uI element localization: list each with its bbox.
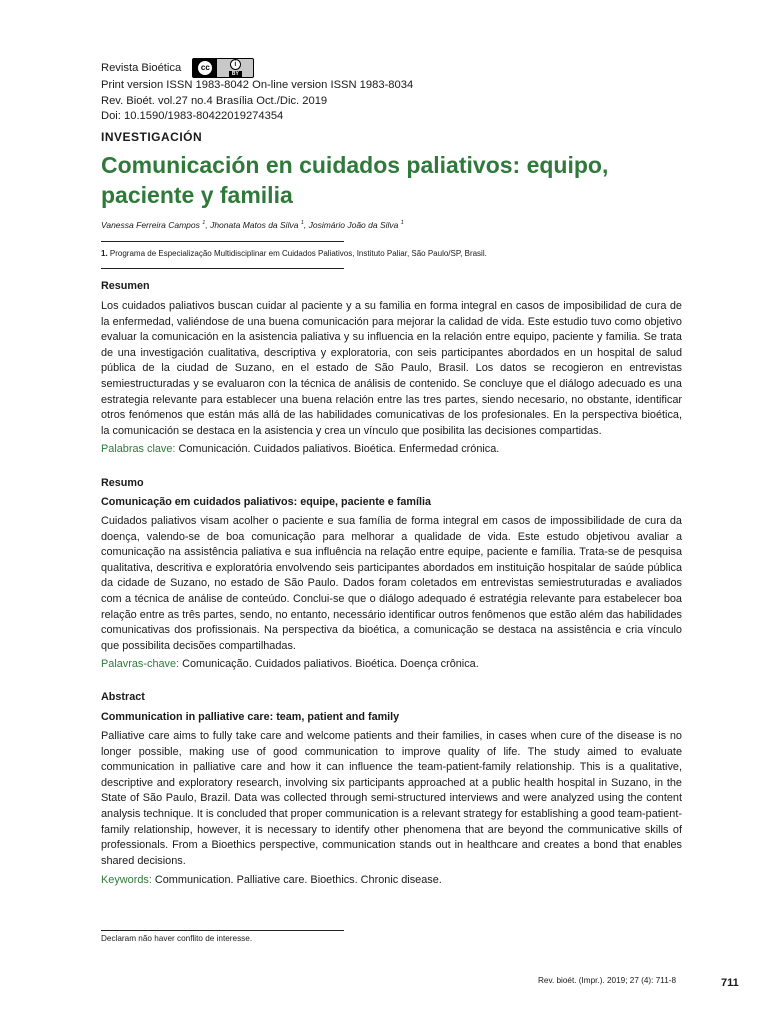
resumen-heading: Resumen [101,280,150,292]
divider [101,241,344,242]
author-affiliation-mark: 1 [202,220,206,227]
journal-header [101,58,521,125]
person-icon: i [230,59,241,70]
keywords-label: Palavras-chave: [101,658,180,670]
author-affiliation-mark: 1 [300,220,304,227]
authors-line: Vanessa Ferreira Campos $^1$, Jhonata Matos da Silva $^1$, Josimário João da Silva $^1$ [101,220,404,230]
cc-by-label: BY [229,71,242,77]
section-label: INVESTIGACIÓN [101,130,203,144]
cc-glyph: cc [198,61,212,75]
divider [101,930,344,931]
resumo-subtitle: Comunicação em cuidados paliativos: equipe, paciente e família [101,496,432,508]
keywords-label: Palabras clave: [101,443,176,455]
affiliation-number: 1. [101,249,108,258]
issue-line: Rev. Bioét. vol.27 no.4 Brasília Oct./Dic. 2019 [101,94,328,107]
keywords-text: Comunicação. Cuidados paliativos. Bioética. Doença crônica. [182,658,479,670]
resumo-body: Cuidados paliativos visam acolher o paciente e sua família de forma integral em casos de impossibilidade de cura da doença, valendo-se de boa comunicação para melhorar a qualidade de vida. Este estudo objetivou avaliar a comunicação na assistência paliativa e sua influência na relação entre equipe, paciente e família. Trata-se de pesquisa qualitativa, descritiva e exploratória envolvendo seis participantes abordados em instituição hospitalar de saúde pública da cidade de Suzano, no estado de São Paulo. Dados foram coletados em entrevistas semiestruturadas e avaliados com a técnica de análise de conteúdo. Conclui-se que o diálogo adequado é estratégia relevante para estabelecer boa relação entre as três partes, sendo, no entanto, necessário identificar outros fenômenos que estão além das habilidades comunicativas dos profissionais. Na perspectiva da bioética, a comunicação se destaca na assistência e cria vínculo que possibilita decisões compartilhadas. [101,515,682,652]
keywords-text: Communication. Palliative care. Bioethics. Chronic disease. [154,874,442,886]
abstract-subtitle: Communication in palliative care: team, patient and family [101,711,400,723]
page-number: 711 [721,977,739,989]
doi-line[interactable]: Doi: 10.1590/1983-80422019274354 [101,110,284,123]
journal-name-line [101,58,521,78]
affiliation-text: Programa de Especialização Multidisciplinar em Cuidados Paliativos, Instituto Paliar, São Paulo/SP, Brasil. [109,249,487,258]
article-title: Comunicación en cuidados paliativos: equipo, paciente y familia [101,152,609,208]
resumen-body: Los cuidados paliativos buscan cuidar al paciente y a su familia en forma integral en casos de imposibilidad de cura de la enfermedad, valiéndose de una buena comunicación para mejorar la calidad de vida. Este estudio tuvo como objetivo evaluar la comunicación en la asistencia paliativa y su influencia en la relación entre equipo, paciente y familia. Se trata de una investigación cualitativa, descriptiva y exploratoria, con seis participantes abordados en un hospital de salud pública de la ciudad de Suzano, en el estado de São Paulo, Brasil. Los datos se recogieron en entrevistas semiestructuradas y se evaluaron con la técnica de análisis de contenido. Se concluye que el diálogo adecuado es una estrategia relevante para establecer una buena relación entre las tres partes, siendo necesario, no obstante, identificar otros fenómenos que están más allá de las habilidades comunicativas de los profesionales. En la perspectiva bioética, la comunicación se destaca en la asistencia y crea un vínculo que posibilita las decisiones compartidas. [101,300,682,437]
affiliation [101,249,487,258]
author-name: Jhonata Matos da Silva [210,220,299,230]
journal-name: Revista Bioética [101,61,182,74]
resumo-heading: Resumo [101,477,144,489]
keywords-label: Keywords: [101,874,152,886]
keywords-text: Comunicación. Cuidados paliativos. Bioética. Enfermedad crónica. [178,443,500,455]
abstract-keywords [101,873,682,889]
abstract-heading: Abstract [101,691,145,703]
resumo-keywords [101,657,682,673]
creative-commons-by-icon[interactable] [192,58,254,78]
conflict-footnote: Declaram não haver conflito de interesse. [101,934,253,943]
divider [101,268,344,269]
citation: Rev. bioét. (Impr.). 2019; 27 (4): 711-8 [538,976,677,985]
abstract-body: Palliative care aims to fully take care and welcome patients and their families, in cases when cure of the disease is no longer possible, making use of good communication to improve quality of life. The study aimed to evaluate communication in palliative care and how it can influence the team-patient-family relationship. This is a qualitative, descriptive and exploratory research, involving six participants approached at a public health hospital in Suzano, in the State of São Paulo, Brazil. Data was collected through semi-structured interviews and were analyzed using the content analysis technique. It is concluded that proper communication is a relevant strategy for establishing a good team-patient-family relationship, however, it is necessary to identify other phenomena that are beyond the communicative skills of professionals. From a Bioethics perspective, communication stands out in healthcare and creates a bond that enables shared decisions. [101,730,682,867]
issn-line: Print version ISSN 1983-8042 On-line version ISSN 1983-8034 [101,79,414,91]
author-affiliation-mark: 1 [400,220,404,227]
author-name: Vanessa Ferreira Campos [101,220,200,230]
resumen-keywords [101,442,682,458]
author-name: Josimário João da Silva [308,220,399,230]
